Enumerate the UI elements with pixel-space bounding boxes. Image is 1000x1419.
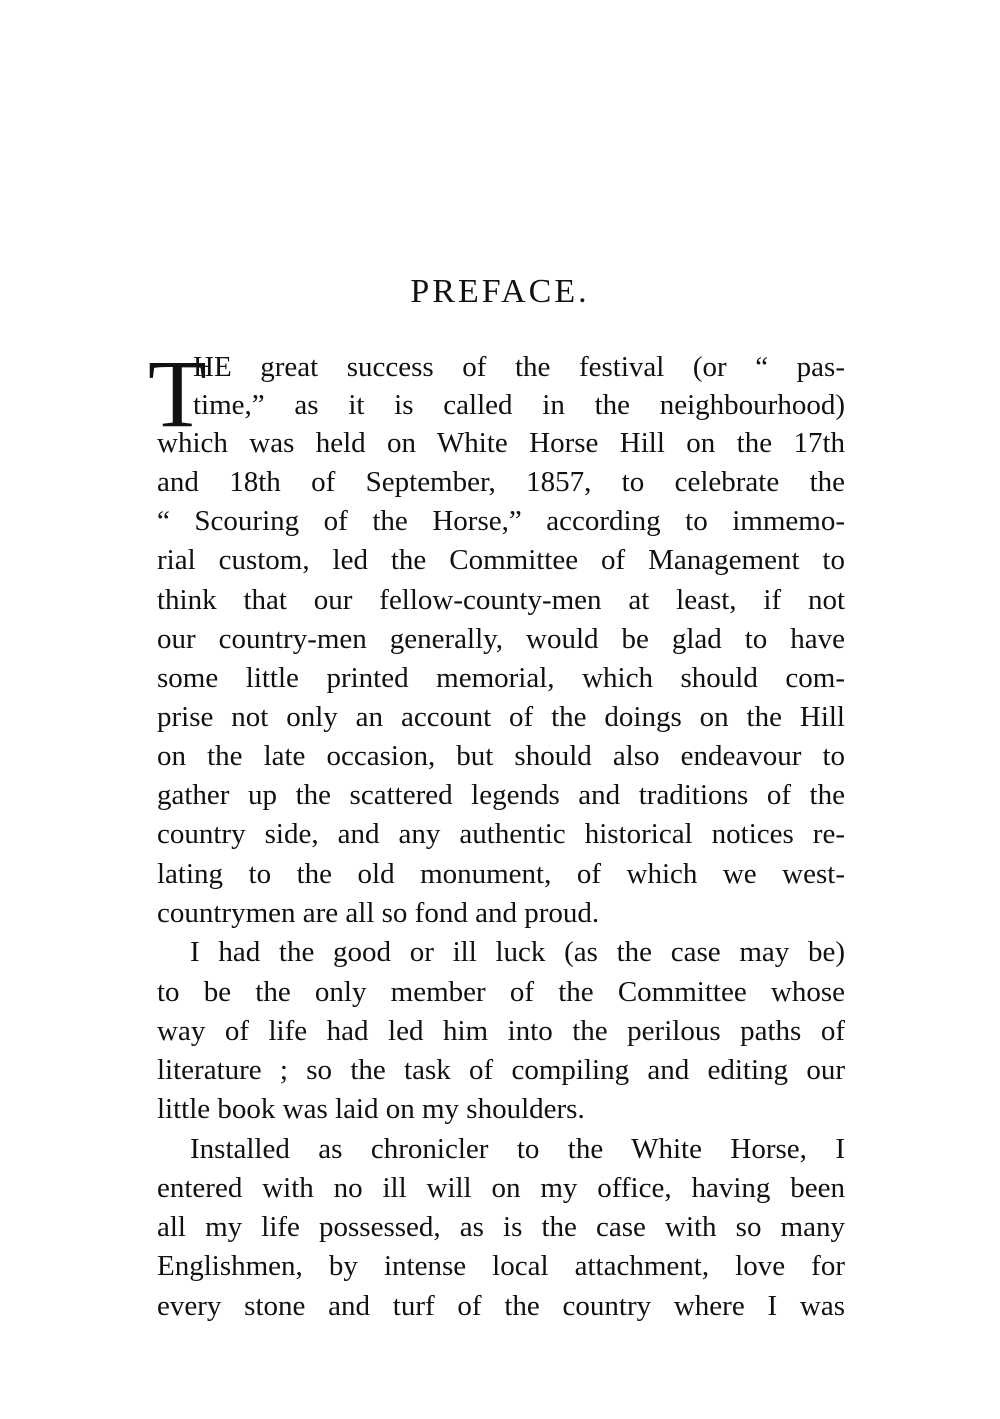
text-line: HE great success of the festival (or “ pas- (193, 351, 845, 383)
text-line: to be the only member of the Committee whose (157, 976, 845, 1008)
text-line: our country-men generally, would be glad to have (157, 623, 845, 655)
text-line: think that our fellow-county-men at least, if not (157, 584, 845, 616)
page-title: PREFACE. (410, 273, 590, 310)
text-line: every stone and turf of the country where I was (157, 1290, 845, 1322)
text-line: and 18th of September, 1857, to celebrate the (157, 466, 845, 498)
text-line: I had the good or ill luck (as the case may be) (190, 936, 845, 968)
text-line: time,” as it is called in the neighbourhood) (193, 389, 845, 421)
text-line: way of life had led him into the perilous paths of (157, 1015, 845, 1047)
text-line: prise not only an account of the doings on the Hill (157, 701, 845, 733)
drop-cap-letter: T (148, 340, 207, 447)
text-line: some little printed memorial, which should com- (157, 662, 845, 694)
text-line: literature ; so the task of compiling and editing our (157, 1054, 845, 1086)
text-line: entered with no ill will on my office, having been (157, 1172, 845, 1204)
text-line: country side, and any authentic historical notices re- (157, 818, 845, 850)
text-line: which was held on White Horse Hill on the 17th (157, 427, 845, 459)
text-line: countrymen are all so fond and proud. (157, 897, 600, 929)
text-line: rial custom, led the Committee of Management to (157, 544, 845, 576)
text-line: Installed as chronicler to the White Horse, I (190, 1133, 845, 1165)
text-line: on the late occasion, but should also endeavour to (157, 740, 845, 772)
text-line: Englishmen, by intense local attachment, love for (157, 1250, 845, 1282)
text-line: little book was laid on my shoulders. (157, 1093, 585, 1125)
text-line: “ Scouring of the Horse,” according to immemo- (157, 505, 845, 537)
text-line: all my life possessed, as is the case with so many (157, 1211, 845, 1243)
text-line: gather up the scattered legends and traditions of the (157, 779, 845, 811)
text-line: lating to the old monument, of which we west- (157, 858, 845, 890)
